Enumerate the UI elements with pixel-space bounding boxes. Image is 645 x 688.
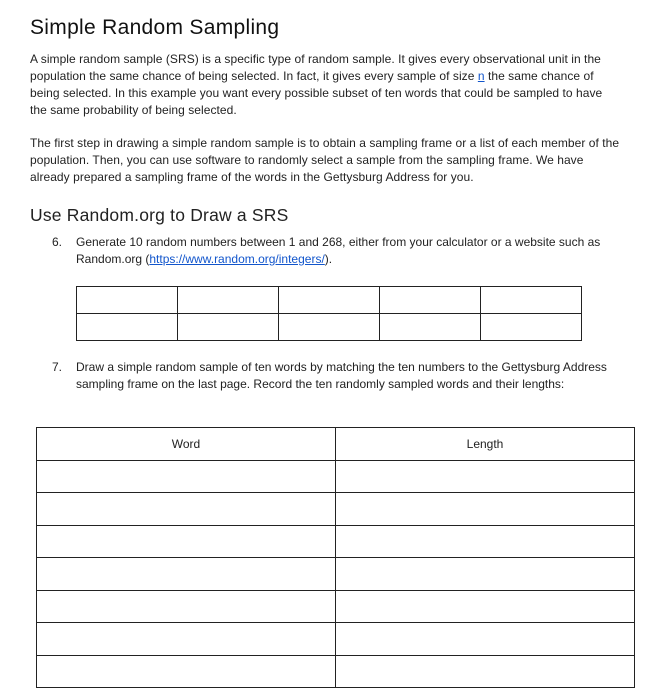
list-number: 7. <box>52 360 63 374</box>
word-length-table <box>36 427 635 688</box>
random-numbers-table <box>76 286 582 341</box>
length-cell[interactable] <box>335 623 634 656</box>
table-row <box>77 287 582 314</box>
section-heading: Use Random.org to Draw a SRS <box>30 205 289 225</box>
table-row <box>37 655 635 688</box>
intro-text-before: A simple random sample (SRS) is a specific type of random sample. It gives every observational unit in the population the same chance of being selected. In fact, it gives every sample of size <box>30 52 601 83</box>
item6-text-before: Generate 10 random numbers between 1 and 268, either from your calculator or a website such as Random.org ( <box>76 235 601 266</box>
number-cell[interactable] <box>481 287 582 314</box>
random-org-link[interactable]: https://www.random.org/integers/ <box>149 252 325 266</box>
table-row <box>37 525 635 558</box>
number-cell[interactable] <box>178 287 279 314</box>
table-row <box>77 314 582 341</box>
item6-text-after: ). <box>324 252 333 266</box>
number-cell[interactable] <box>380 314 481 341</box>
table-row <box>37 460 635 493</box>
length-cell[interactable] <box>335 460 634 493</box>
length-cell[interactable] <box>335 493 634 526</box>
number-cell[interactable] <box>279 287 380 314</box>
word-cell[interactable] <box>37 655 336 688</box>
length-cell[interactable] <box>335 558 634 591</box>
table-row <box>37 590 635 623</box>
word-cell[interactable] <box>37 590 336 623</box>
table-header-row <box>37 428 635 461</box>
word-cell[interactable] <box>37 623 336 656</box>
word-cell[interactable] <box>37 460 336 493</box>
word-column-header: Word <box>37 428 336 461</box>
length-column-header: Length <box>335 428 634 461</box>
list-number: 6. <box>52 235 63 249</box>
intro-text-after: the same chance of being selected. In this example you want every possible subset of ten words that could be sampled to have the same probability of being selected. <box>30 69 603 117</box>
word-cell[interactable] <box>37 493 336 526</box>
number-cell[interactable] <box>279 314 380 341</box>
word-cell[interactable] <box>37 525 336 558</box>
table-row <box>37 558 635 591</box>
length-cell[interactable] <box>335 655 634 688</box>
length-cell[interactable] <box>335 590 634 623</box>
number-cell[interactable] <box>77 287 178 314</box>
number-cell[interactable] <box>178 314 279 341</box>
table-row <box>37 623 635 656</box>
sampling-frame-paragraph: The first step in drawing a simple random sample is to obtain a sampling frame or a list of each member of the population. Then, you can use software to randomly select a sample from the sampling frame. We have already prepared a sampling frame of the words in the Gettysburg Address for you. <box>30 136 620 184</box>
list-item-text: Draw a simple random sample of ten words by matching the ten numbers to the Gettysburg Address sampling frame on the last page. Record the ten randomly sampled words and their lengths: <box>76 360 607 391</box>
list-item-text <box>76 234 626 268</box>
sample-size-n: n <box>477 69 485 83</box>
number-cell[interactable] <box>481 314 582 341</box>
number-cell[interactable] <box>380 287 481 314</box>
word-cell[interactable] <box>37 558 336 591</box>
length-cell[interactable] <box>335 525 634 558</box>
intro-paragraph <box>30 51 620 119</box>
number-cell[interactable] <box>77 314 178 341</box>
page-title: Simple Random Sampling <box>30 16 280 39</box>
table-row <box>37 493 635 526</box>
